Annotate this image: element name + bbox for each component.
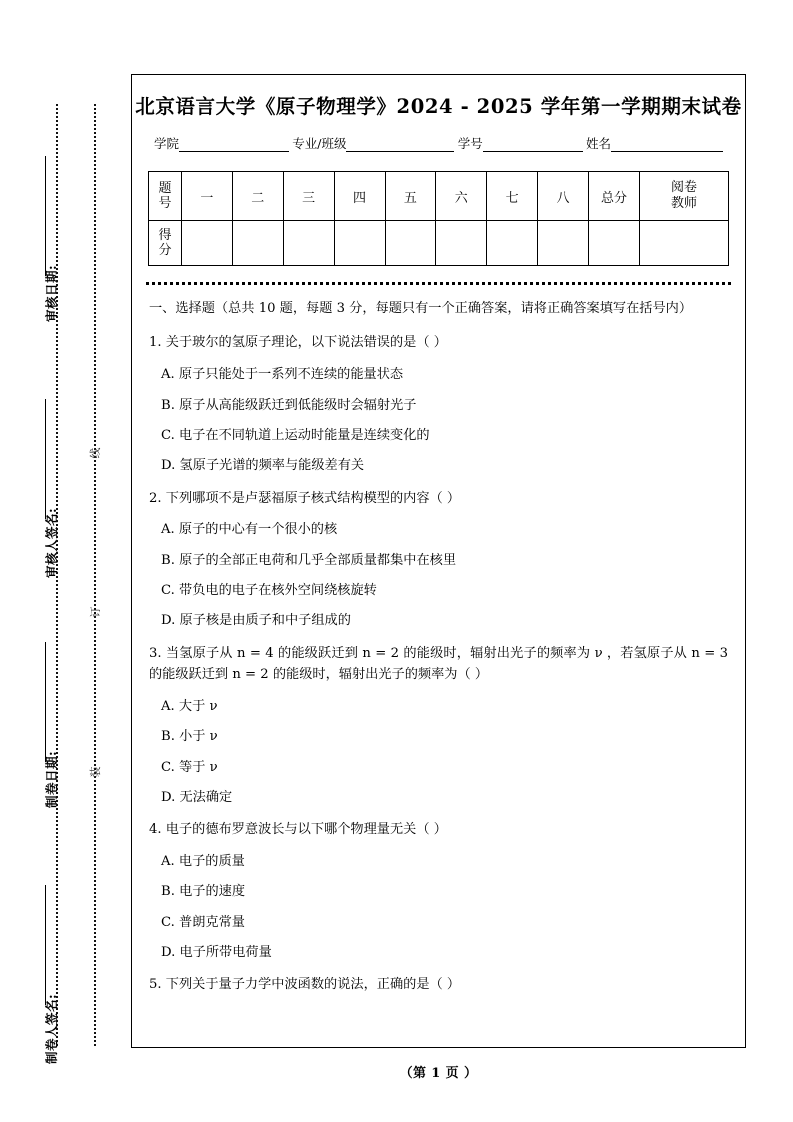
field-college: [154, 134, 289, 152]
score-table-score-cell[interactable]: [182, 221, 233, 266]
score-table-score-cell[interactable]: [334, 221, 385, 266]
score-table-score-cell[interactable]: [589, 221, 640, 266]
score-table-col-header: 四: [334, 172, 385, 221]
question-option: D. 氢原子光谱的频率与能级差有关: [161, 458, 365, 474]
score-table-col-header: 六: [436, 172, 487, 221]
margin-rule-3: [45, 642, 46, 762]
score-table-col-header: 一: [182, 172, 233, 221]
score-table-col-header: 三: [283, 172, 334, 221]
score-table-score-cell[interactable]: [232, 221, 283, 266]
student-info-row: [154, 134, 723, 152]
margin-rule-1: [45, 156, 46, 276]
name-label: 姓名: [586, 136, 612, 151]
row-header-line-1: 得: [158, 227, 172, 243]
exam-frame: [131, 74, 746, 1048]
question-option: A. 大于 ν: [161, 698, 218, 714]
margin-label-produce-date: 制卷日期:: [44, 750, 59, 808]
seam-char-2: 装: [89, 766, 102, 778]
question-option: A. 原子只能处于一系列不连续的能量状态: [161, 367, 404, 383]
binding-margin: [0, 0, 131, 1122]
margin-rule-2: [45, 399, 46, 519]
name-input[interactable]: [611, 138, 723, 152]
teacher-header-line-2: 教师: [670, 196, 697, 211]
seam-char-1: 订: [89, 606, 102, 618]
seam-char-0: 线: [89, 447, 102, 459]
teacher-header-line-1: 阅卷: [670, 180, 697, 196]
binding-dotted-line-right: [94, 104, 96, 1046]
question-option: A. 原子的中心有一个很小的核: [161, 522, 338, 538]
question-option: B. 电子的速度: [161, 884, 246, 900]
question-option: A. 电子的质量: [161, 854, 245, 869]
score-table-col-header: 七: [487, 172, 538, 221]
question-option: B. 原子从高能级跃迁到低能级时会辐射光子: [161, 397, 417, 413]
question-stem: 2. 下列哪项不是卢瑟福原子核式结构模型的内容（ ）: [149, 490, 461, 506]
margin-label-producer-signature: 制卷人签名:: [44, 993, 59, 1064]
table-row-question-numbers: [149, 172, 729, 221]
question-option: C. 电子在不同轨道上运动时能量是连续变化的: [161, 427, 430, 443]
college-input[interactable]: [179, 138, 289, 152]
row-header-question-number: [149, 172, 182, 221]
student-id-input[interactable]: [483, 138, 583, 152]
question-stem: 4. 电子的德布罗意波长与以下哪个物理量无关（ ）: [149, 822, 447, 838]
college-label: 学院: [154, 136, 180, 151]
row-header-line-2: 号: [158, 196, 172, 211]
question-option: D. 原子核是由质子和中子组成的: [161, 613, 351, 629]
page-title: 北京语言大学《原子物理学》2024 - 2025 学年第一学期期末试卷: [135, 95, 742, 118]
margin-label-review-date: 审核日期:: [44, 264, 59, 322]
section-heading: 一、选择题（总共 10 题，每题 3 分，每题只有一个正确答案，请将正确答案填写在括号内）: [149, 301, 693, 316]
field-student-id: [458, 134, 583, 152]
student-id-label: 学号: [457, 136, 483, 151]
question-option: B. 原子的全部正电荷和几乎全部质量都集中在核里: [161, 552, 457, 568]
question-option: C. 带负电的电子在核外空间绕核旋转: [161, 583, 377, 598]
score-table-score-cell[interactable]: [538, 221, 589, 266]
score-table: [148, 171, 729, 266]
margin-label-reviewer-signature: 审核人签名:: [44, 507, 59, 578]
major-class-label: 专业/班级: [292, 136, 347, 151]
section-separator: [146, 282, 731, 285]
question-option: C. 等于 ν: [161, 759, 218, 775]
question-option: B. 小于 ν: [161, 729, 218, 745]
score-table-score-cell[interactable]: [283, 221, 334, 266]
question-option: C. 普朗克常量: [161, 914, 245, 930]
row-header-score: [149, 221, 182, 266]
score-table-score-cell[interactable]: [385, 221, 436, 266]
field-name: [586, 134, 723, 152]
binding-dotted-line-left: [56, 104, 58, 1046]
major-class-input[interactable]: [346, 138, 454, 152]
question-stem: 5. 下列关于量子力学中波函数的说法，正确的是（ ）: [149, 977, 461, 993]
score-table-teacher-cell[interactable]: [640, 221, 729, 266]
score-table-score-cell[interactable]: [436, 221, 487, 266]
score-table-col-header-teacher: [640, 172, 729, 221]
score-table-col-header: 二: [232, 172, 283, 221]
field-major-class: [292, 134, 454, 152]
score-table-col-header: 五: [385, 172, 436, 221]
question-body: [149, 298, 728, 996]
page-footer: （第 1 页 ）: [399, 1066, 478, 1081]
score-table-col-header: 八: [538, 172, 589, 221]
row-header-line-1: 题: [158, 180, 172, 196]
question-stem: 3. 当氢原子从 n = 4 的能级跃迁到 n = 2 的能级时，辐射出光子的频率为 ν ，若氢原子从 n = 3 的能级跃迁到 n = 2 的能级时，辐射出光子的频率为（ ）: [149, 645, 728, 682]
question-stem: 1. 关于玻尔的氢原子理论，以下说法错误的是（ ）: [149, 335, 447, 351]
row-header-line-2: 分: [158, 243, 172, 258]
question-option: D. 无法确定: [161, 789, 233, 805]
question-option: D. 电子所带电荷量: [161, 944, 272, 960]
score-table-wrapper: [148, 171, 729, 266]
score-table-col-header: 总分: [589, 172, 640, 221]
margin-rule-4: [45, 885, 46, 1005]
score-table-score-cell[interactable]: [487, 221, 538, 266]
table-row-scores: [149, 221, 729, 266]
